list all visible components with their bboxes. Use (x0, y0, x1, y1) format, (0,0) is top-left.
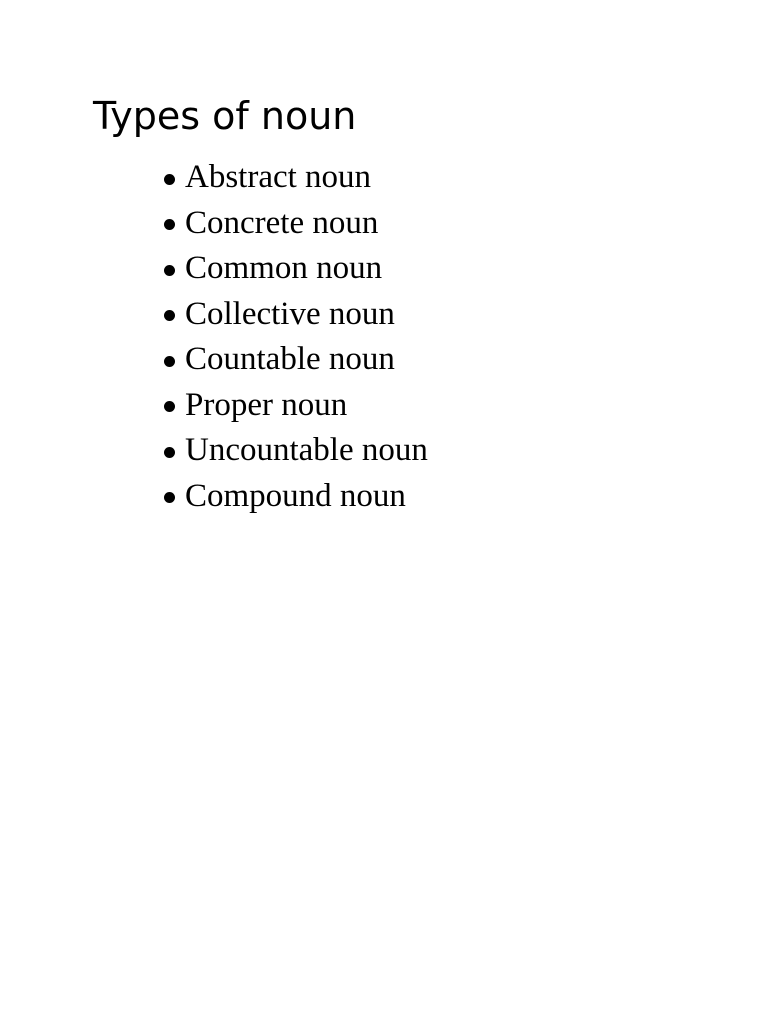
bullet-icon (164, 310, 175, 321)
list-item-label: Abstract noun (185, 159, 372, 196)
list-item-label: Collective noun (185, 295, 395, 332)
list-item (164, 155, 428, 201)
list-item (164, 201, 428, 247)
bullet-icon (164, 356, 175, 367)
noun-types-list (164, 155, 428, 519)
list-item (164, 428, 428, 474)
page-title: Types of noun (93, 94, 357, 138)
list-item (164, 337, 428, 383)
bullet-icon (164, 401, 175, 412)
list-item (164, 292, 428, 338)
list-item (164, 474, 428, 520)
bullet-icon (164, 265, 175, 276)
list-item (164, 383, 428, 429)
bullet-icon (164, 219, 175, 230)
list-item (164, 246, 428, 292)
list-item-label: Proper noun (185, 386, 348, 423)
list-item-label: Concrete noun (185, 204, 379, 241)
bullet-icon (164, 174, 175, 185)
list-item-label: Compound noun (185, 477, 406, 514)
list-item-label: Common noun (185, 250, 383, 287)
bullet-icon (164, 492, 175, 503)
bullet-icon (164, 447, 175, 458)
list-item-label: Uncountable noun (185, 432, 428, 469)
list-item-label: Countable noun (185, 341, 395, 378)
